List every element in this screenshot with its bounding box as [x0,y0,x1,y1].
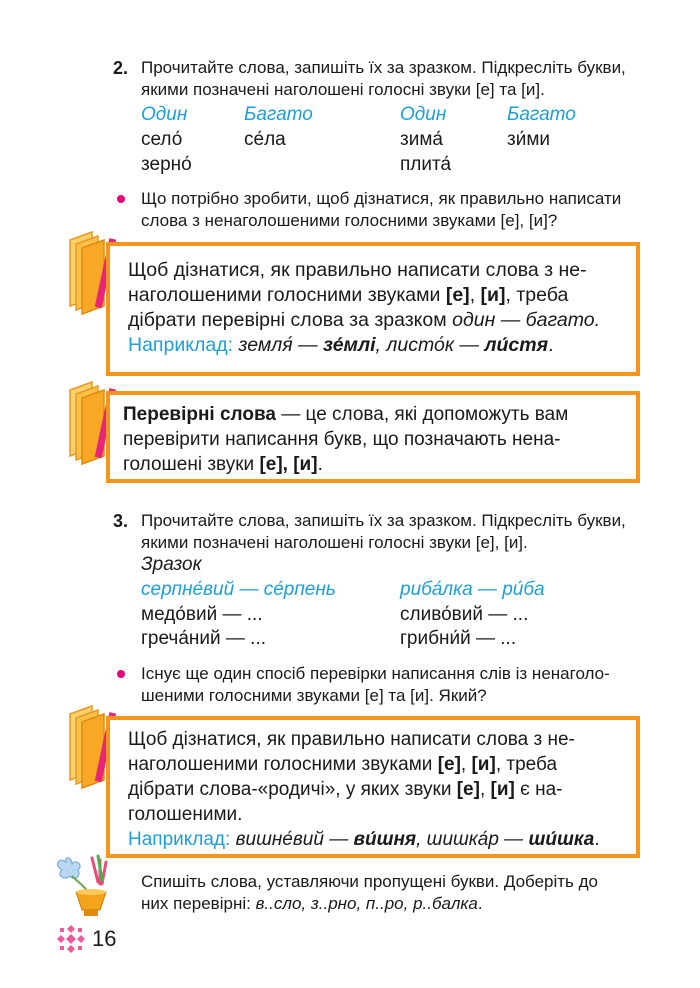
exercise-instructions [141,57,626,101]
rule-example: Наприклад: земля́ — зе́млі, листо́к — ли́стя. [128,334,554,356]
instruction-line: Прочитайте слова, запишіть їх за зразком. Підкресліть букви, [141,58,626,77]
rule-text [123,402,568,477]
header-many: Багато [507,104,576,125]
rule-line: дібрати слова-«родичі», у яких звуки [е], [и] є на- [128,779,563,800]
rule-line: Перевірні слова — це слова, які допоможуть вам [123,404,569,425]
header-many: Багато [244,104,313,125]
rule-line: наголошеними голосними звуками [е], [и], треба [128,754,558,775]
word: село́ [141,129,183,150]
rule-line: голошені звуки [е], [и]. [123,454,323,475]
task-line: них перевірні: в..сло, з..рно, п..ро, р..балка. [141,894,483,913]
rule-line: наголошеними голосними звуками [е], [и], треба [128,284,569,306]
word: греча́ний — ... [141,628,267,649]
rule-line: Щоб дізнатися, як правильно написати слова з не- [128,729,575,750]
page-number: 16 [92,926,117,951]
word: зерно́ [141,154,192,175]
task-text [141,871,598,915]
word: сливо́вий — ... [400,604,529,625]
header-one: Один [400,104,447,125]
bullet-icon [117,195,125,203]
rule-text [128,258,600,358]
instruction-line: якими позначені наголошені голосні звуки [е], [и]. [141,533,528,552]
instruction-line: якими позначені наголошені голосні звуки [е] та [и]. [141,80,545,99]
bullet-icon [117,670,125,678]
ornament-icon [56,924,86,954]
sample-word: серпне́вий — се́рпень [141,579,336,600]
sample-word: риба́лка — ри́ба [400,579,545,600]
word: зима́ [400,129,443,150]
word: се́ла [244,129,286,150]
exercise-number: 2. [113,58,129,78]
question-line: Існує ще один спосіб перевірки написання слів із ненаголо- [141,664,610,683]
word: медо́вий — ... [141,604,263,625]
exercise-number: 3. [113,511,129,531]
question-line: Що потрібно зробити, щоб дізнатися, як правильно написати [141,189,622,208]
question-line: слова з ненаголошеними голосними звуками [е], [и]? [141,211,558,230]
question-line: шеними голосними звуками [е] та [и]. Який? [141,686,487,705]
word: зи́ми [507,129,551,150]
rule-line: перевірити написання букв, що позначають нена- [123,429,561,450]
instruction-line: Прочитайте слова, запишіть їх за зразком. Підкресліть букви, [141,511,626,530]
exercise-instructions [141,510,626,554]
header-one: Один [141,104,188,125]
task-line: Спишіть слова, уставляючи пропущені букви. Доберіть до [141,872,599,891]
word: плита́ [400,154,452,175]
rule-line: голошеними. [128,804,243,825]
rule-line: Щоб дізнатися, як правильно написати слова з не- [128,259,587,281]
rule-text [128,727,600,852]
question [141,188,621,232]
rule-example: Наприклад: вишне́вий — ви́шня, шишка́р — ши́шка. [128,829,600,850]
word: грибни́й — ... [400,628,517,649]
rule-line: дібрати перевірні слова за зразком один — багато. [128,309,600,331]
question [141,663,610,707]
flower-vase-icon [52,852,116,920]
sample-label: Зразок [141,554,202,575]
